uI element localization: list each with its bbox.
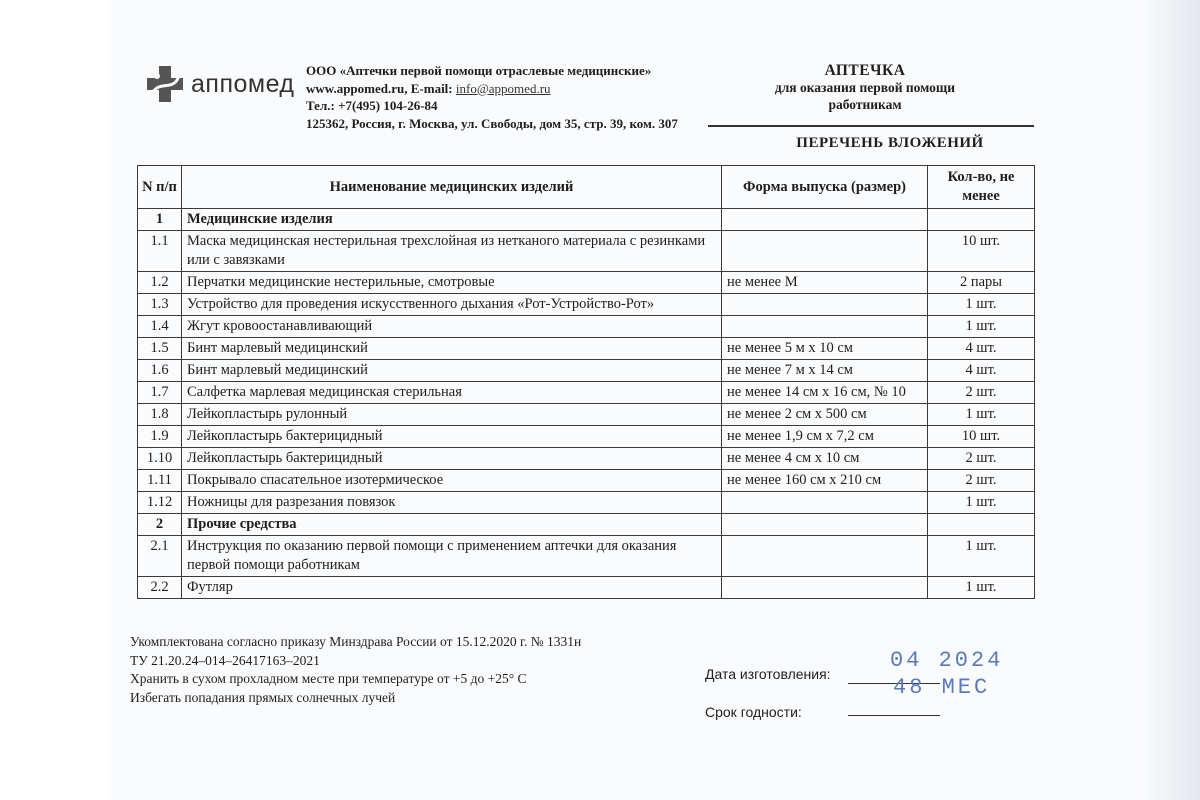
- row-qty: 1 шт.: [928, 294, 1035, 316]
- row-form: не менее 14 см x 16 см, № 10: [722, 382, 928, 404]
- row-name: Бинт марлевый медицинский: [182, 360, 722, 382]
- row-name: Инструкция по оказанию первой помощи с применением аптечки для оказания первой помощи работникам: [182, 536, 722, 577]
- table-row: [138, 231, 1035, 272]
- row-name: Прочие средства: [182, 514, 722, 536]
- kit-subtitle-1: для оказания первой помощи: [774, 80, 956, 95]
- row-number: 1.11: [138, 470, 182, 492]
- table-row: [138, 577, 1035, 599]
- medical-cross-icon: [143, 62, 187, 106]
- footer-order-line: Укомплектована согласно приказу Минздрава России от 15.12.2020 г. № 1331н: [130, 634, 582, 649]
- company-info: [306, 62, 678, 132]
- company-email-link[interactable]: info@appomed.ru: [455, 80, 551, 96]
- expiry-label: Срок годности:: [705, 704, 802, 720]
- row-qty: 2 пары: [928, 272, 1035, 294]
- row-qty: 4 шт.: [928, 338, 1035, 360]
- table-body: [138, 209, 1035, 599]
- row-name: Бинт марлевый медицинский: [182, 338, 722, 360]
- row-qty: 1 шт.: [928, 536, 1035, 577]
- row-qty: 4 шт.: [928, 360, 1035, 382]
- kit-subtitle-2: работникам: [828, 97, 902, 112]
- row-qty: 1 шт.: [928, 316, 1035, 338]
- table-row: [138, 426, 1035, 448]
- contents-table: [137, 165, 1035, 599]
- kit-title: АПТЕЧКА: [824, 62, 906, 79]
- row-number: 2: [138, 514, 182, 536]
- table-row: [138, 316, 1035, 338]
- row-form: не менее 7 м x 14 см: [722, 360, 928, 382]
- row-number: 1.3: [138, 294, 182, 316]
- company-phone: Тел.: +7(495) 104-26-84: [306, 98, 438, 113]
- company-logo: [143, 62, 295, 106]
- row-name: Перчатки медицинские нестерильные, смотровые: [182, 272, 722, 294]
- row-form: не менее 1,9 см x 7,2 см: [722, 426, 928, 448]
- row-qty: [928, 209, 1035, 231]
- table-row: [138, 492, 1035, 514]
- row-name: Устройство для проведения искусственного дыхания «Рот-Устройство-Рот»: [182, 294, 722, 316]
- expiry-line: [848, 715, 940, 716]
- section-row: [138, 209, 1035, 231]
- row-name: Маска медицинская нестерильная трехслойная из нетканого материала с резинками или с завязками: [182, 231, 722, 272]
- row-name: Лейкопластырь рулонный: [182, 404, 722, 426]
- row-number: 1.5: [138, 338, 182, 360]
- row-form: [722, 316, 928, 338]
- row-qty: 1 шт.: [928, 492, 1035, 514]
- table-row: [138, 338, 1035, 360]
- company-address: 125362, Россия, г. Москва, ул. Свободы, дом 35, стр. 39, ком. 307: [306, 115, 678, 131]
- row-name: Жгут кровоостанавливающий: [182, 316, 722, 338]
- row-form: [722, 231, 928, 272]
- logo-wordmark: аппомед: [191, 69, 295, 98]
- header-qty: Кол-во, не менее: [928, 166, 1035, 209]
- stamp-manufacture-date: 04 2024: [890, 648, 1004, 673]
- row-qty: 2 шт.: [928, 448, 1035, 470]
- table-row: [138, 382, 1035, 404]
- company-name: ООО «Аптечки первой помощи отраслевые медицинские»: [306, 63, 652, 78]
- header-num: N п/п: [138, 166, 182, 209]
- row-form: не менее 4 см x 10 см: [722, 448, 928, 470]
- row-number: 1.4: [138, 316, 182, 338]
- table-row: [138, 536, 1035, 577]
- company-web-label: www.appomed.ru, E-mail:: [306, 80, 453, 96]
- row-form: не менее M: [722, 272, 928, 294]
- row-number: 2.2: [138, 577, 182, 599]
- footer-spec-line: ТУ 21.20.24–014–26417163–2021: [130, 652, 320, 668]
- table-row: [138, 448, 1035, 470]
- row-qty: 2 шт.: [928, 470, 1035, 492]
- row-name: Салфетка марлевая медицинская стерильная: [182, 382, 722, 404]
- row-number: 1.7: [138, 382, 182, 404]
- footer-storage-line: Хранить в сухом прохладном месте при температуре от +5 до +25° С: [130, 671, 527, 686]
- table-row: [138, 404, 1035, 426]
- footer-notes: [130, 633, 581, 707]
- row-form: [722, 209, 928, 231]
- row-form: [722, 514, 928, 536]
- section-row: [138, 514, 1035, 536]
- row-number: 1.10: [138, 448, 182, 470]
- row-name: Лейкопластырь бактерицидный: [182, 448, 722, 470]
- row-number: 1: [138, 209, 182, 231]
- row-name: Покрывало спасательное изотермическое: [182, 470, 722, 492]
- row-form: не менее 2 см x 500 см: [722, 404, 928, 426]
- row-name: Ножницы для разрезания повязок: [182, 492, 722, 514]
- stamp-shelf-life: 48 МЕС: [893, 675, 991, 700]
- heading-rule: [708, 125, 1034, 127]
- row-name: Футляр: [182, 577, 722, 599]
- table-row: [138, 470, 1035, 492]
- row-qty: 10 шт.: [928, 231, 1035, 272]
- row-number: 2.1: [138, 536, 182, 577]
- row-name: Лейкопластырь бактерицидный: [182, 426, 722, 448]
- row-qty: 10 шт.: [928, 426, 1035, 448]
- row-qty: [928, 514, 1035, 536]
- list-title: ПЕРЕЧЕНЬ ВЛОЖЕНИЙ: [796, 135, 984, 151]
- row-number: 1.1: [138, 231, 182, 272]
- page-shadow: [1140, 0, 1200, 800]
- row-form: [722, 577, 928, 599]
- row-number: 1.12: [138, 492, 182, 514]
- row-form: [722, 492, 928, 514]
- row-number: 1.8: [138, 404, 182, 426]
- manufacture-date-label: Дата изготовления:: [705, 666, 831, 682]
- row-number: 1.9: [138, 426, 182, 448]
- table-row: [138, 272, 1035, 294]
- table-header-row: [138, 166, 1035, 209]
- header-name: Наименование медицинских изделий: [182, 166, 722, 209]
- table-row: [138, 294, 1035, 316]
- row-form: не менее 160 см x 210 см: [722, 470, 928, 492]
- row-qty: 1 шт.: [928, 577, 1035, 599]
- row-form: [722, 294, 928, 316]
- row-form: [722, 536, 928, 577]
- row-qty: 2 шт.: [928, 382, 1035, 404]
- row-number: 1.2: [138, 272, 182, 294]
- company-web: [306, 80, 678, 98]
- row-number: 1.6: [138, 360, 182, 382]
- table-row: [138, 360, 1035, 382]
- kit-heading: [745, 62, 985, 113]
- header-form: Форма выпуска (размер): [722, 166, 928, 209]
- row-name: Медицинские изделия: [182, 209, 722, 231]
- row-qty: 1 шт.: [928, 404, 1035, 426]
- row-form: не менее 5 м x 10 см: [722, 338, 928, 360]
- footer-sunlight-line: Избегать попадания прямых солнечных лучей: [130, 689, 396, 705]
